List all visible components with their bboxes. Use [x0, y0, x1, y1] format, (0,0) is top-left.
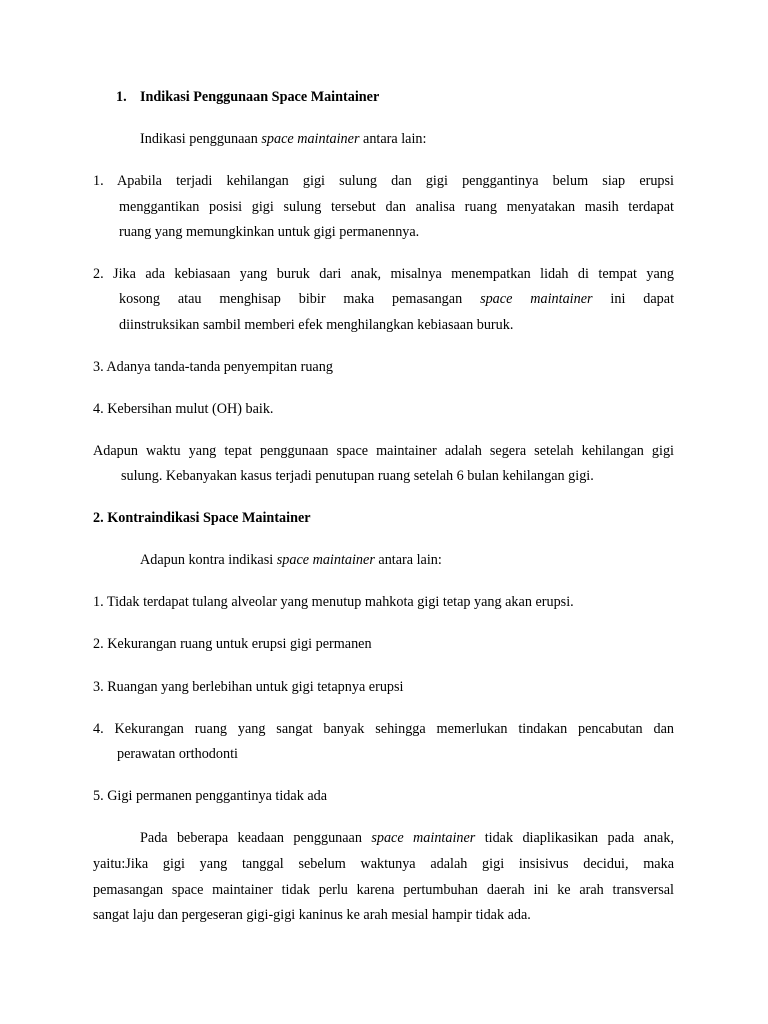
closing-text-end: tidak diaplikasikan pada anak,: [475, 830, 674, 846]
contraindication-4-line-1: 4. Kekurangan ruang yang sangat banyak sehingga memerlukan tindakan pencabutan dan: [93, 721, 674, 737]
indication-2-emphasis: space maintainer: [480, 291, 593, 307]
indication-3: 3. Adanya tanda-tanda penyempitan ruang: [93, 359, 333, 375]
contraindication-5: 5. Gigi permanen penggantinya tidak ada: [93, 788, 328, 804]
intro-emphasis: space maintainer: [261, 131, 360, 147]
timing-line-2: sulung. Kebanyakan kasus terjadi penutupan ruang setelah 6 bulan kehilangan gigi.: [121, 468, 594, 484]
section-1-title: Indikasi Penggunaan Space Maintainer: [140, 89, 380, 105]
intro-text: Indikasi penggunaan: [140, 131, 262, 147]
section-1-heading: [116, 89, 379, 106]
section-2-intro: [140, 552, 442, 569]
indication-2-text: kosong atau menghisap bibir maka pemasangan: [119, 291, 481, 307]
contraindication-1: 1. Tidak terdapat tulang alveolar yang menutup mahkota gigi tetap yang akan erupsi.: [93, 594, 574, 610]
section-1-intro: [140, 131, 426, 148]
closing-line-1: [140, 830, 674, 847]
closing-line-2: yaitu:Jika gigi yang tanggal sebelum waktunya adalah gigi insisivus decidui, maka: [93, 856, 674, 872]
intro-text-end: antara lain:: [374, 552, 442, 568]
intro-emphasis: space maintainer: [276, 552, 375, 568]
indication-1-line-1: 1. Apabila terjadi kehilangan gigi sulung dan gigi penggantinya belum siap erupsi: [93, 173, 674, 189]
intro-text-end: antara lain:: [359, 131, 427, 147]
indication-2-line-3: diinstruksikan sambil memberi efek menghilangkan kebiasaan buruk.: [119, 317, 514, 333]
closing-emphasis: space maintainer: [371, 830, 476, 846]
indication-4: 4. Kebersihan mulut (OH) baik.: [93, 401, 274, 417]
indication-1-line-3: ruang yang memungkinkan untuk gigi permanennya.: [119, 224, 420, 240]
timing-line-1: Adapun waktu yang tepat penggunaan space maintainer adalah segera setelah kehilangan gigi: [93, 443, 674, 459]
closing-text: Pada beberapa keadaan penggunaan: [140, 830, 372, 846]
indication-2-line-2: [119, 291, 674, 308]
contraindication-3: 3. Ruangan yang berlebihan untuk gigi tetapnya erupsi: [93, 679, 404, 695]
closing-line-3: pemasangan space maintainer tidak perlu karena pertumbuhan daerah ini ke arah transversal: [93, 882, 674, 898]
section-2-heading: 2. Kontraindikasi Space Maintainer: [93, 510, 311, 526]
section-1-number: 1.: [116, 89, 127, 105]
contraindication-2: 2. Kekurangan ruang untuk erupsi gigi permanen: [93, 636, 372, 652]
indication-2-text-end: ini dapat: [592, 291, 675, 307]
intro-text: Adapun kontra indikasi: [140, 552, 277, 568]
indication-2-line-1: 2. Jika ada kebiasaan yang buruk dari anak, misalnya menempatkan lidah di tempat yang: [93, 266, 674, 282]
contraindication-4-line-2: perawatan orthodonti: [117, 746, 238, 762]
indication-1-line-2: menggantikan posisi gigi sulung tersebut dan analisa ruang menyatakan masih terdapat: [119, 199, 674, 215]
closing-line-4: sangat laju dan pergeseran gigi-gigi kaninus ke arah mesial hampir tidak ada.: [93, 907, 531, 923]
